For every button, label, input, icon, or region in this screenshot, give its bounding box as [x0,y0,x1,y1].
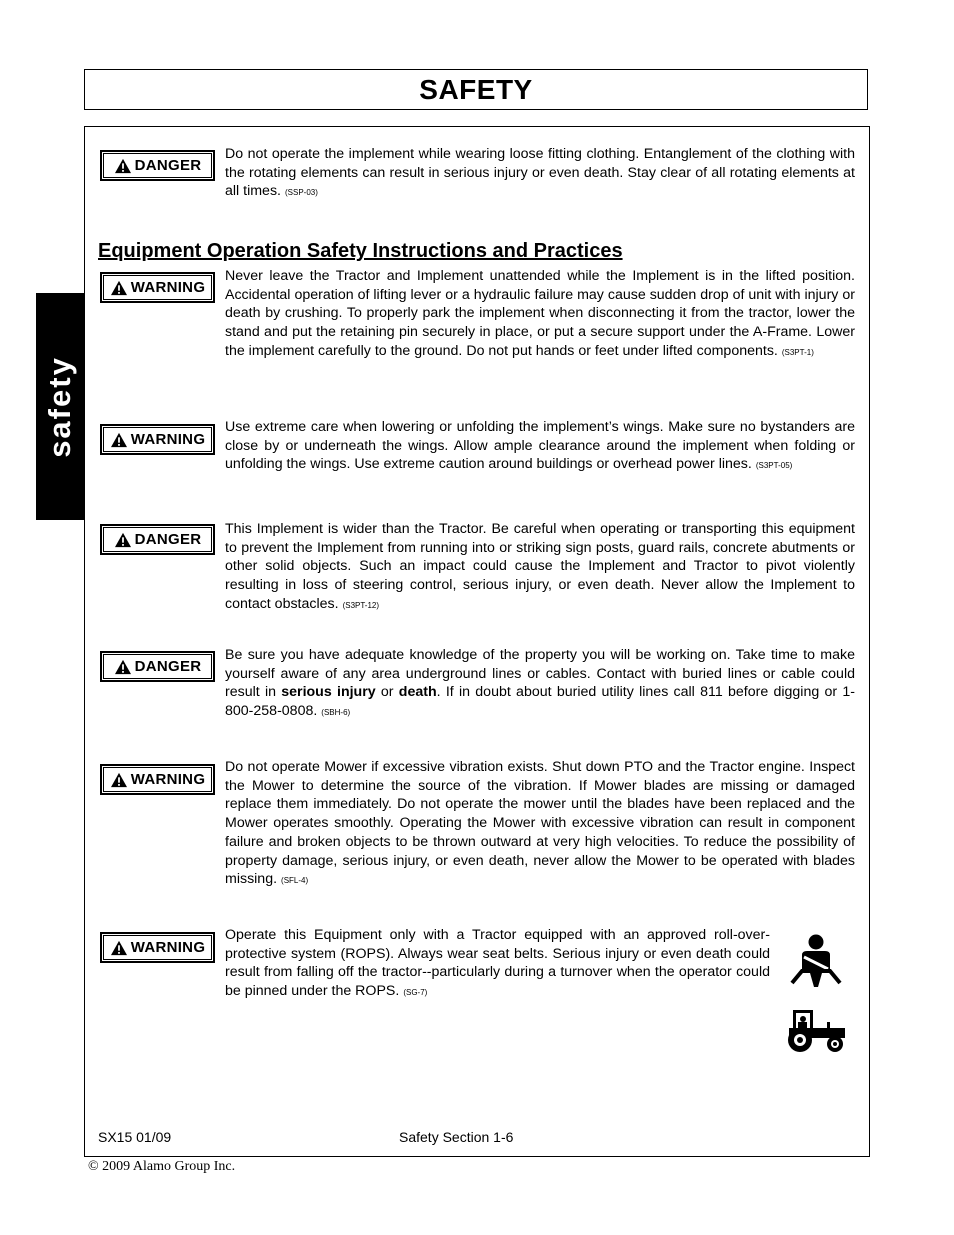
safety-message: Do not operate Mower if excessive vibration exists. Shut down PTO and the Tractor engine. Inspect the Mower to determine the source of the vibration. If Mower blades are missing or damaged replace them immediately. Do not operate the mower until the blades have been replaced and the Mower operates smoothly. Operating the Mower with excessive vibration can result in component failure and broken objects to be thrown outward at very high velocities. To reduce the possibility of property damage, serious injury, or even death, never allow the Mower to be operated with blades missing. (SFL-4) [225,759,855,888]
page-title: SAFETY [419,73,533,105]
footer-model-date: SX15 01/09 [98,1129,172,1145]
danger-badge: DANGER [100,150,215,181]
warning-triangle-icon [110,280,128,296]
warning-triangle-icon [114,659,132,675]
copyright: © 2009 Alamo Group Inc. [88,1159,236,1174]
safety-message: Operate this Equipment only with a Tractor equipped with an approved roll-over-protective system (ROPS). Always wear seat belts. Serious injury or even death could result from falling off the tractor--particularly during a turnover when the operator could be pinned under the ROPS. (SG-7) [225,927,770,1000]
safety-message: Be sure you have adequate knowledge of the property you will be working on. Take time to make yourself aware of any area underground lines or cables. Contact with buried lines or cable could result in serious injury or death. If in doubt about buried utility lines call 811 before digging or 1-800-258-0808. (SBH-6) [225,647,855,720]
page-header [84,69,868,110]
seatbelt-operator-icon [788,933,846,991]
warning-badge: WARNING [100,932,215,963]
side-tab [36,293,84,520]
warning-triangle-icon [110,432,128,448]
warning-triangle-icon [110,940,128,956]
warning-badge: WARNING [100,764,215,795]
section-heading: Equipment Operation Safety Instructions and Practices [98,240,623,262]
safety-message: This Implement is wider than the Tractor. Be careful when operating or transporting this equipment to prevent the Implement from running into or striking sign posts, guard rails, concrete abutments or other solid objects. Such an impact could cause the Implement and Tractor to pivot violently resulting in loss of steering control, serious injury, or even death. Never allow the Implement to contact obstacles. (S3PT-12) [225,521,855,612]
danger-badge: DANGER [100,524,215,555]
warning-badge: WARNING [100,272,215,303]
warning-triangle-icon [110,772,128,788]
tractor-icon [783,1008,847,1054]
warning-triangle-icon [114,158,132,174]
side-tab-label: safety [42,355,78,458]
footer-page-number: Safety Section 1-6 [399,1129,514,1145]
safety-message: Use extreme care when lowering or unfolding the implement’s wings. Make sure no bystanders are close by or underneath the wings. Allow ample clearance around the implement when folding or unfolding the wings. Use extreme caution around buildings or overhead power lines. (S3PT-05) [225,419,855,473]
safety-message: Do not operate the implement while wearing loose fitting clothing. Entanglement of the clothing with the rotating elements can result in serious injury or even death. Stay clear of all rotating elements at all times. (SSP-03) [225,146,855,200]
warning-badge: WARNING [100,424,215,455]
danger-badge: DANGER [100,651,215,682]
safety-message: Never leave the Tractor and Implement unattended while the Implement is in the lifted position. Accidental operation of lifting lever or a hydraulic failure may cause sudden drop of unit with injury or death by crushing. To properly park the implement when disconnecting it from the tractor, lower the stand and put the retaining pin securely in place, or put a secure support under the A-Frame. Lower the implement carefully to the ground. Do not put hands or feet under lifted components. (S3PT-1) [225,268,855,359]
warning-triangle-icon [114,532,132,548]
